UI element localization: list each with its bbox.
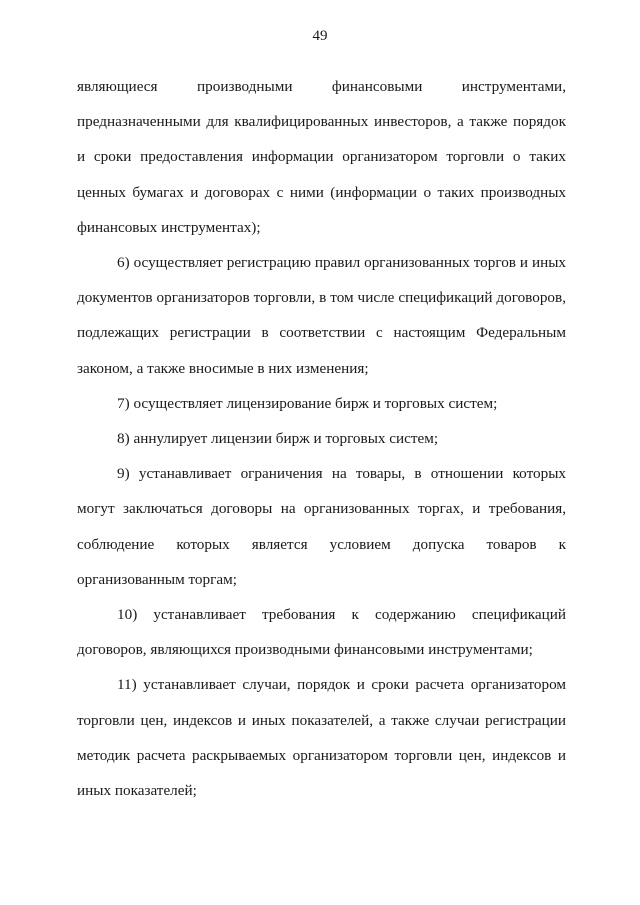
paragraph-item-9: 9) устанавливает ограничения на товары, в отношении которых могут заключаться договоры на организованных торгах, и требования, соблюдение которых является условием допуска товаров к организованным торгам; <box>77 465 566 588</box>
paragraph-item-8: 8) аннулирует лицензии бирж и торговых систем; <box>117 430 439 448</box>
paragraph-item-10: 10) устанавливает требования к содержанию спецификаций договоров, являющихся производными финансовыми инструментами; <box>77 606 566 659</box>
paragraph-item-6: 6) осуществляет регистрацию правил организованных торгов и иных документов организаторов торговли, в том числе спецификаций договоров, подлежащих регистрации в соответствии с настоящим Федеральным законом, а также вносимые в них изменения; <box>77 254 566 377</box>
paragraph-item-7: 7) осуществляет лицензирование бирж и торговых систем; <box>117 394 498 412</box>
page-number: 49 <box>312 28 328 44</box>
paragraph-continuation: являющиеся производными финансовыми инструментами, предназначенными для квалифицированных инвесторов, а также порядок и сроки предоставления информации организатором торговли о таких ценных бумагах и договорах с ними (информации о таких производных финансовых инструментах); <box>77 78 566 236</box>
paragraph-item-11: 11) устанавливает случаи, порядок и сроки расчета организатором торговли цен, индексов и иных показателей, а также случаи регистрации методик расчета раскрываемых организатором торговли цен, индексов и иных показателей; <box>77 676 566 800</box>
document-body <box>77 69 566 808</box>
